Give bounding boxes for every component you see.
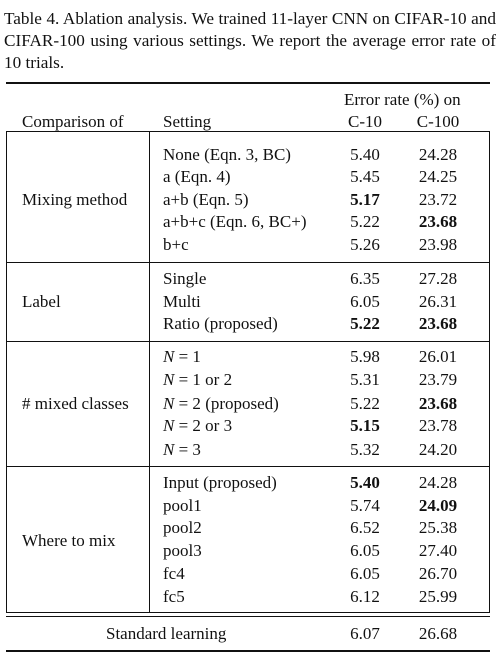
c100-cell-best: 23.68: [418, 394, 458, 413]
c10-cell-best: 5.40: [350, 473, 380, 492]
double-rule-bottom: [6, 616, 490, 617]
setting-eq: = 2: [174, 394, 201, 413]
header-setting: Setting: [163, 112, 212, 131]
c10-cell: 5.74: [350, 496, 380, 515]
left-border: [6, 132, 7, 612]
c100-cell: 24.28: [418, 473, 458, 492]
setting-cell: [163, 347, 201, 367]
header-c10: C-10: [348, 112, 382, 131]
c10-cell: 6.05: [350, 292, 380, 311]
table-top-rule: [6, 82, 490, 84]
setting-eq: = 3: [174, 440, 201, 459]
c100-cell: 24.25: [418, 167, 458, 186]
c100-cell: 24.20: [418, 440, 458, 459]
c100-cell: 23.98: [418, 235, 458, 254]
math-n: N: [163, 416, 175, 435]
c10-cell: 5.32: [350, 440, 380, 459]
setting-cell: [163, 416, 232, 436]
c10-cell: 5.98: [350, 347, 380, 366]
c10-cell: 5.22: [350, 212, 380, 231]
table-bottom-rule: [6, 650, 490, 652]
setting-cell: Multi: [163, 292, 201, 311]
c10-cell: 6.12: [350, 587, 380, 606]
standard-learning-label: Standard learning: [106, 624, 227, 643]
c10-cell: 6.05: [350, 564, 380, 583]
math-n: N: [163, 394, 175, 413]
setting-cell: Single: [163, 269, 207, 288]
setting-cell: [163, 440, 201, 460]
setting-cell: pool3: [163, 541, 202, 560]
c100-cell: 26.01: [418, 347, 458, 366]
group-label-label: Label: [22, 292, 61, 311]
c10-cell: 5.22: [350, 394, 380, 413]
header-error-rate: Error rate (%) on: [344, 90, 461, 109]
setting-eq: = 2 or 3: [174, 416, 233, 435]
c10-cell: 6.05: [350, 541, 380, 560]
c100-cell: 25.38: [418, 518, 458, 537]
setting-cell: None (Eqn. 3, BC): [163, 145, 291, 164]
c10-cell-best: 5.15: [350, 416, 380, 435]
c10-cell: 6.35: [350, 269, 380, 288]
group-divider: [6, 466, 490, 467]
double-rule-top: [6, 612, 490, 613]
setting-cell: [163, 394, 279, 414]
c100-cell: 25.99: [418, 587, 458, 606]
group-divider: [6, 262, 490, 263]
setting-cell: pool1: [163, 496, 202, 515]
setting-cell: b+c: [163, 235, 189, 254]
c100-cell-best: 23.68: [418, 314, 458, 333]
group-divider: [6, 341, 490, 342]
group-label-where-to-mix: Where to mix: [22, 531, 116, 550]
math-n: N: [163, 440, 175, 459]
c10-cell-best: 5.22: [350, 314, 380, 333]
c100-cell: 23.78: [418, 416, 458, 435]
c10-cell: 5.40: [350, 145, 380, 164]
setting-cell: a+b+c (Eqn. 6, BC+): [163, 212, 307, 231]
c100-cell: 27.40: [418, 541, 458, 560]
c10-cell: 5.26: [350, 235, 380, 254]
c100-cell: 26.68: [418, 624, 458, 643]
setting-cell: a (Eqn. 4): [163, 167, 231, 186]
c10-cell: 5.31: [350, 370, 380, 389]
header-c100: C-100: [416, 112, 460, 131]
setting-cell: pool2: [163, 518, 202, 537]
setting-cell: fc5: [163, 587, 185, 606]
c100-cell: 27.28: [418, 269, 458, 288]
setting-cell: fc4: [163, 564, 185, 583]
c100-cell: 24.28: [418, 145, 458, 164]
header-comparison: Comparison of: [22, 112, 124, 131]
setting-cell: Ratio (proposed): [163, 314, 278, 333]
setting-cell: a+b (Eqn. 5): [163, 190, 249, 209]
c10-cell: 6.07: [350, 624, 380, 643]
setting-eq: = 1 or 2: [174, 370, 233, 389]
c100-cell: 26.31: [418, 292, 458, 311]
c100-cell-best: 23.68: [418, 212, 458, 231]
setting-cell: Input (proposed): [163, 473, 277, 492]
c100-cell: 23.72: [418, 190, 458, 209]
setting-cell: [163, 370, 232, 390]
c10-cell: 6.52: [350, 518, 380, 537]
math-n: N: [163, 370, 175, 389]
setting-eq: = 1: [174, 347, 201, 366]
group-label-mixed-classes: # mixed classes: [22, 394, 129, 413]
c100-cell: 23.79: [418, 370, 458, 389]
c100-cell-best: 24.09: [418, 496, 458, 515]
group-column-divider: [149, 132, 150, 612]
c10-cell-best: 5.17: [350, 190, 380, 209]
setting-rest: (proposed): [200, 394, 279, 413]
right-border: [489, 132, 490, 612]
c10-cell: 5.45: [350, 167, 380, 186]
math-n: N: [163, 347, 175, 366]
group-label-mixing-method: Mixing method: [22, 190, 128, 209]
table-caption: Table 4. Ablation analysis. We trained 11-layer CNN on CIFAR-10 and CIFAR-100 using various settings. We report the average error rate of 10 trials.: [4, 9, 496, 72]
c100-cell: 26.70: [418, 564, 458, 583]
